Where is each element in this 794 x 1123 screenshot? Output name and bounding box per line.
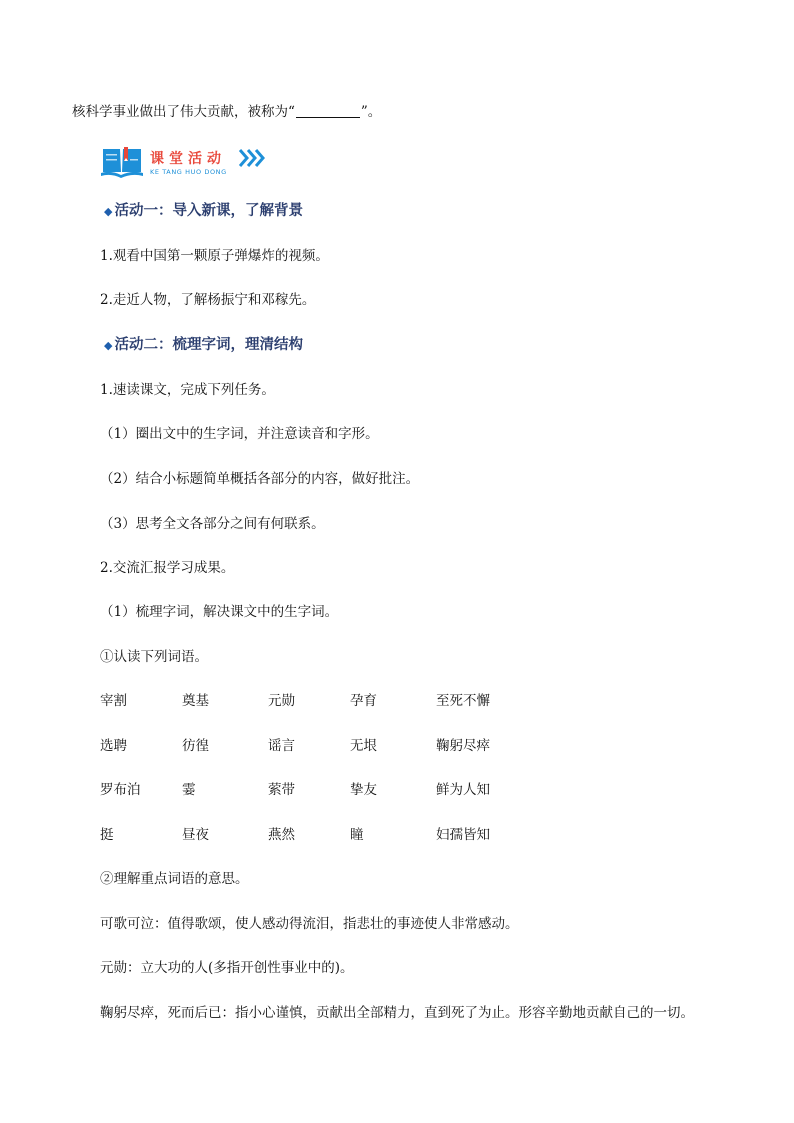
vocab-word: 选聘 [100, 738, 127, 754]
vocab-word: 宰割 [100, 693, 127, 709]
task2: 2.交流汇报学习成果。 [100, 560, 235, 576]
intro-text-before: 核科学事业做出了伟大贡献，被称为“ [72, 104, 295, 120]
section-header [100, 145, 270, 181]
vocab-word: 彷徨 [182, 738, 209, 754]
section-subtitle: KE TANG HUO DONG [150, 168, 227, 176]
vocab-word: 至死不懈 [436, 693, 490, 709]
vocab-word: 昼夜 [182, 827, 209, 843]
definition-2: 元勋：立大功的人(多指开创性事业中的)。 [100, 960, 354, 976]
vocab-word: 鲜为人知 [436, 782, 490, 798]
vocab-word: 鞠躬尽瘁 [436, 738, 490, 754]
vocab-word: 瞳 [350, 827, 364, 843]
vocab-word: 妇孺皆知 [436, 827, 490, 843]
chevrons-right-icon [239, 148, 265, 168]
activity1-title: ◆ 活动一：导入新课，了解背景 [104, 203, 303, 219]
diamond-bullet-icon: ◆ [104, 339, 113, 352]
vocab-word: 萦带 [268, 782, 295, 798]
read-words-label: ①认读下列词语。 [100, 649, 208, 665]
definition-1: 可歌可泣：值得歌颂，使人感动得流泪，指悲壮的事迹使人非常感动。 [100, 916, 519, 932]
vocab-word: 霎 [182, 782, 196, 798]
understand-label: ②理解重点词语的意思。 [100, 871, 249, 887]
definition-3: 鞠躬尽瘁，死而后已：指小心谨慎，贡献出全部精力，直到死了为止。形容辛勤地贡献自己的一切。 [100, 1005, 694, 1021]
vocab-word: 奠基 [182, 693, 209, 709]
vocab-word: 挚友 [350, 782, 377, 798]
subtask-2: （2）结合小标题简单概括各部分的内容，做好批注。 [100, 471, 420, 487]
task2-sub1: （1）梳理字词，解决课文中的生字词。 [100, 604, 339, 620]
vocab-word: 燕然 [268, 827, 295, 843]
section-title: 课堂活动 [150, 151, 226, 167]
vocab-word: 罗布泊 [100, 782, 141, 798]
activity1-item-1: 1.观看中国第一颗原子弹爆炸的视频。 [100, 248, 329, 264]
vocab-word: 无垠 [350, 738, 377, 754]
book-icon [100, 145, 144, 179]
subtask-3: （3）思考全文各部分之间有何联系。 [100, 516, 325, 532]
activity2-title: ◆ 活动二：梳理字词，理清结构 [104, 337, 303, 353]
task1: 1.速读课文，完成下列任务。 [100, 382, 275, 398]
vocab-word: 元勋 [268, 693, 295, 709]
intro-line [72, 102, 381, 122]
vocab-word: 挺 [100, 827, 114, 843]
intro-text-after: ”。 [360, 104, 382, 120]
diamond-bullet-icon: ◆ [104, 205, 113, 218]
vocab-word: 谣言 [268, 738, 295, 754]
fill-blank[interactable] [296, 104, 360, 118]
vocab-word: 孕育 [350, 693, 377, 709]
activity1-item-2: 2.走近人物，了解杨振宁和邓稼先。 [100, 292, 316, 308]
subtask-1: （1）圈出文中的生字词，并注意读音和字形。 [100, 426, 379, 442]
